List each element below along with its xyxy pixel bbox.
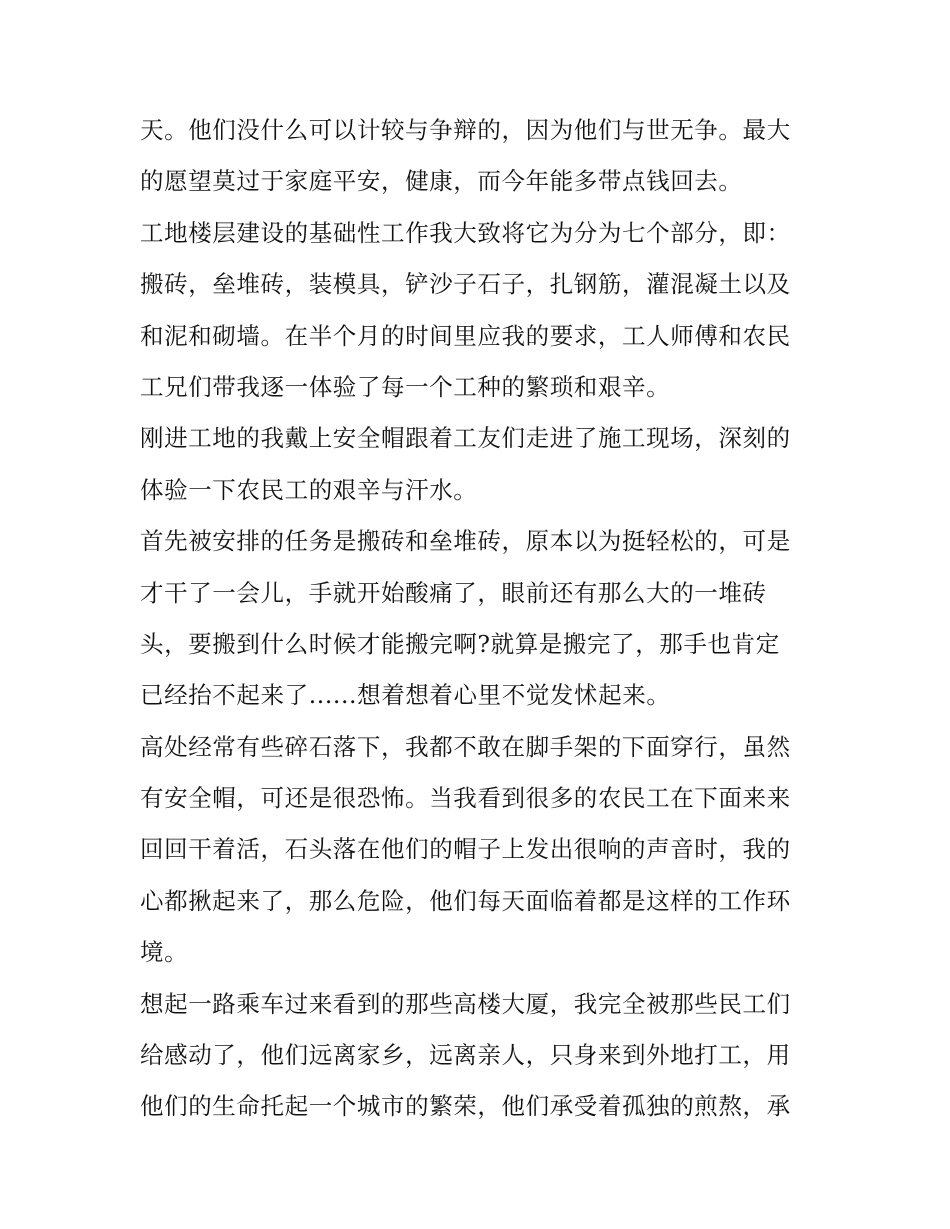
text-line: 回回干着活，石头落在他们的帽子上发出很响的声音时，我的 xyxy=(140,835,791,864)
text-line: 体验一下农民工的艰辛与汗水。 xyxy=(140,475,478,504)
text-line: 刚进工地的我戴上安全帽跟着工友们走进了施工现场，深刻的 xyxy=(140,424,791,453)
text-line: 和泥和砌墙。在半个月的时间里应我的要求，工人师傅和农民 xyxy=(140,321,791,350)
text-line: 头，要搬到什么时候才能搬完啊?就算是搬完了，那手也肯定 xyxy=(140,629,780,658)
text-line: 的愿望莫过于家庭平安，健康，而今年能多带点钱回去。 xyxy=(140,167,743,196)
text-line: 已经抬不起来了......想着想着心里不觉发怵起来。 xyxy=(140,681,671,710)
text-line: 首先被安排的任务是搬砖和垒堆砖，原本以为挺轻松的，可是 xyxy=(140,527,791,556)
text-line: 高处经常有些碎石落下，我都不敢在脚手架的下面穿行，虽然 xyxy=(140,732,791,761)
text-line: 工兄们带我逐一体验了每一个工种的繁琐和艰辛。 xyxy=(140,372,671,401)
text-line: 有安全帽，可还是很恐怖。当我看到很多的农民工在下面来来 xyxy=(140,784,791,813)
text-line: 心都揪起来了，那么危险，他们每天面临着都是这样的工作环 xyxy=(140,886,791,915)
text-line: 境。 xyxy=(140,938,189,967)
body-text xyxy=(140,105,820,1133)
text-line: 天。他们没什么可以计较与争辩的，因为他们与世无争。最大 xyxy=(140,116,791,144)
text-line: 搬砖，垒堆砖，装模具，铲沙子石子，扎钢筋，灌混凝土以及 xyxy=(140,270,791,299)
text-line: 工地楼层建设的基础性工作我大致将它为分为七个部分，即： xyxy=(140,218,791,247)
text-line: 给感动了，他们远离家乡，远离亲人，只身来到外地打工，用 xyxy=(140,1041,791,1070)
text-line: 想起一路乘车过来看到的那些高楼大厦，我完全被那些民工们 xyxy=(140,989,791,1018)
text-line: 他们的生命托起一个城市的繁荣，他们承受着孤独的煎熬，承 xyxy=(140,1092,791,1121)
text-line: 才干了一会儿，手就开始酸痛了，眼前还有那么大的一堆砖 xyxy=(140,578,767,607)
